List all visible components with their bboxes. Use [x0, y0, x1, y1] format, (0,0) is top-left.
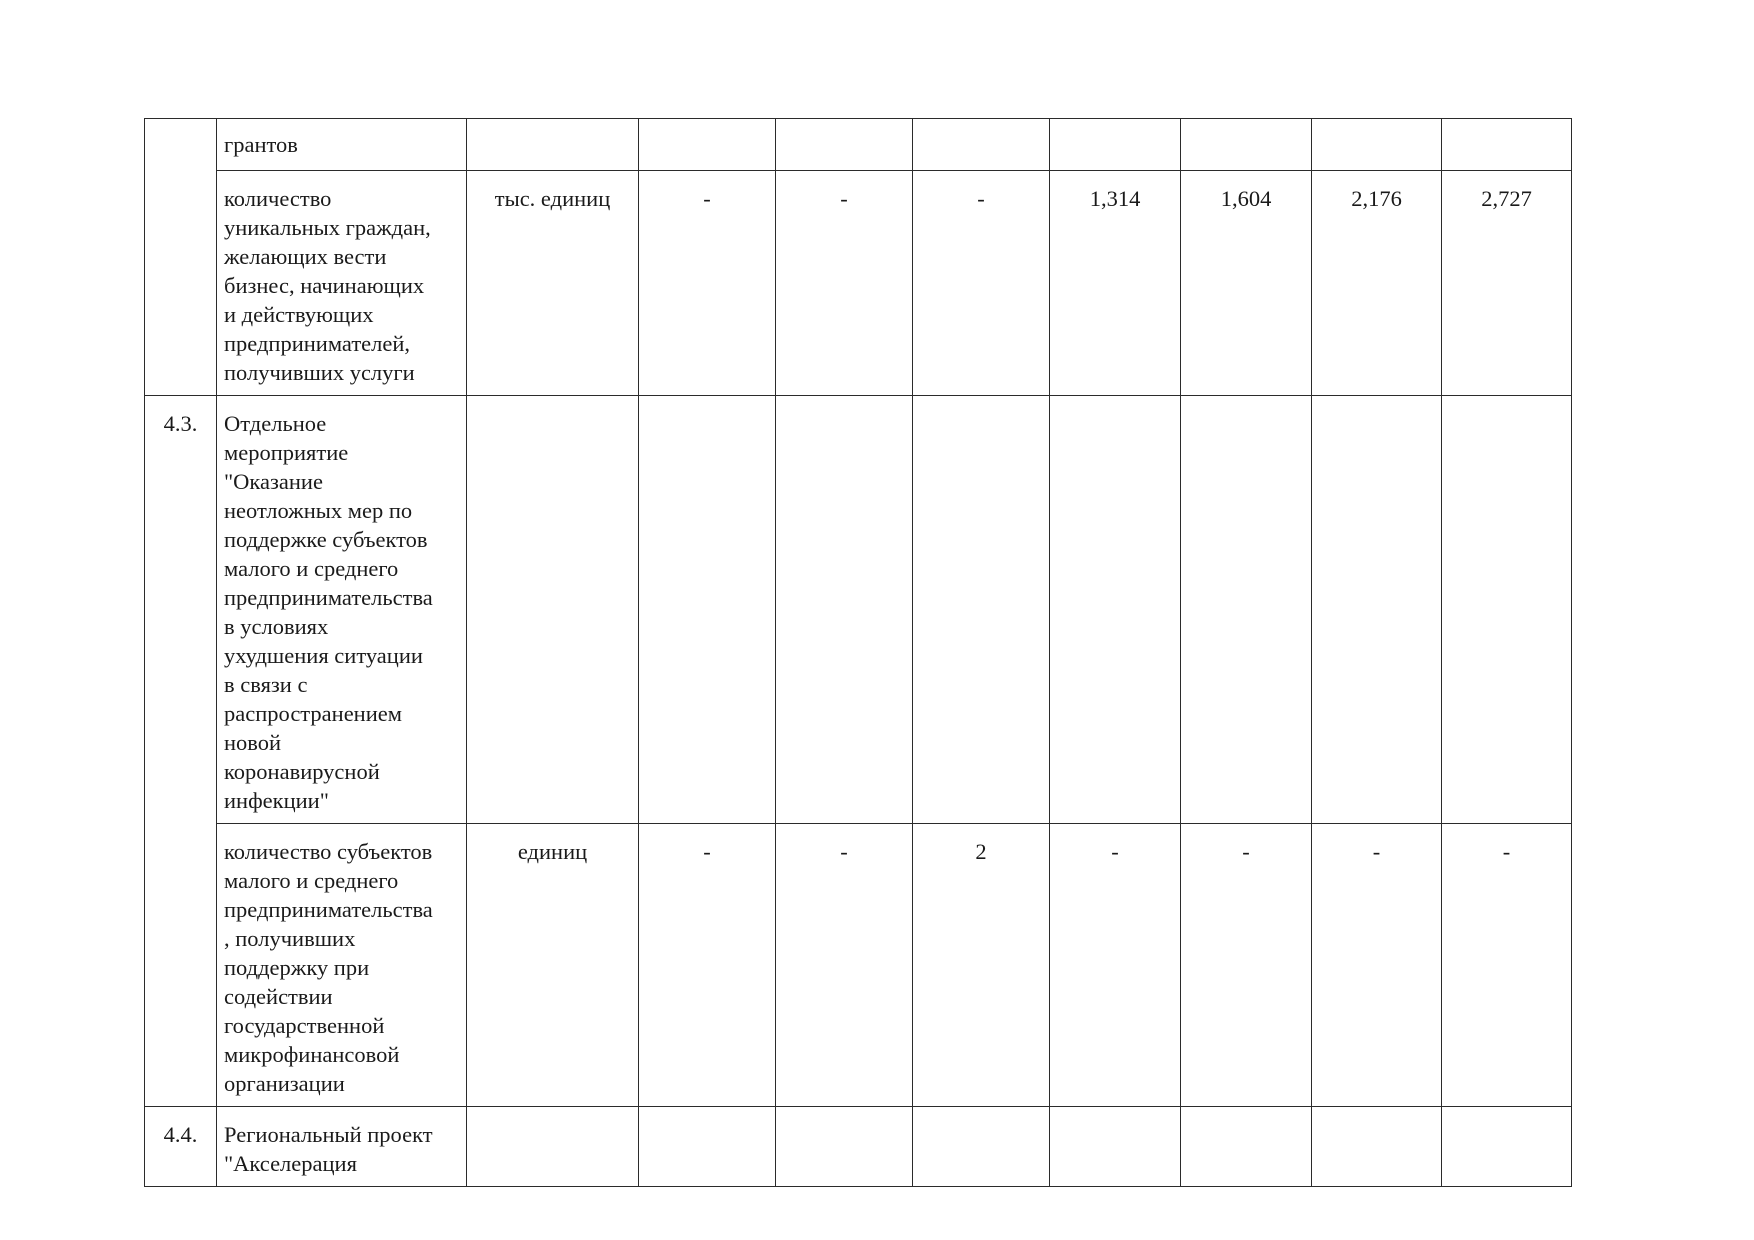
indicator-name-line: государственной: [224, 1013, 385, 1038]
indicator-name-line: неотложных мер по: [224, 498, 413, 523]
indicator-name-line: малого и среднего: [224, 868, 399, 893]
indicator-name-line: получивших услуги: [224, 360, 415, 385]
indicator-name-line: инфекции": [224, 788, 329, 813]
indicator-name: [217, 171, 467, 396]
value-cell: [1050, 396, 1181, 824]
table-row: [145, 1107, 1572, 1187]
indicator-name: [217, 119, 467, 171]
value-cell: [913, 119, 1050, 171]
value-cell: [639, 396, 776, 824]
indicator-name-line: малого и среднего: [224, 556, 399, 581]
indicator-name-line: коронавирусной: [224, 759, 380, 784]
indicator-name-line: микрофинансовой: [224, 1042, 400, 1067]
value-cell: [639, 119, 776, 171]
value-cell: 2,176: [1312, 171, 1442, 396]
value-cell: [1181, 396, 1312, 824]
indicator-name: [217, 396, 467, 824]
value-cell: -: [639, 824, 776, 1107]
value-cell: [1442, 119, 1572, 171]
indicator-name-line: ухудшения ситуации: [224, 643, 423, 668]
row-number: [145, 119, 217, 396]
indicator-name-line: уникальных граждан,: [224, 215, 431, 240]
indicator-name-line: Региональный проект: [224, 1122, 433, 1147]
value-cell: -: [1312, 824, 1442, 1107]
indicator-name: [217, 1107, 467, 1187]
value-cell: -: [776, 171, 913, 396]
indicator-name-line: новой: [224, 730, 282, 755]
value-cell: -: [776, 824, 913, 1107]
value-cell: -: [1181, 824, 1312, 1107]
indicator-name-line: и действующих: [224, 302, 374, 327]
unit-cell: тыс. единиц: [467, 171, 639, 396]
value-cell: -: [1050, 824, 1181, 1107]
value-cell: [1050, 119, 1181, 171]
unit-cell: [467, 1107, 639, 1187]
value-cell: [1442, 1107, 1572, 1187]
indicator-name-line: Отдельное: [224, 411, 327, 436]
indicator-name-line: поддержку при: [224, 955, 370, 980]
table-body: [145, 119, 1572, 1187]
indicator-name-line: в условиях: [224, 614, 329, 639]
value-cell: [1181, 1107, 1312, 1187]
value-cell: [1312, 396, 1442, 824]
table-row: [145, 119, 1572, 171]
table-row: [145, 824, 1572, 1107]
indicator-name-line: количество: [224, 186, 332, 211]
value-cell: [639, 1107, 776, 1187]
indicator-name: [217, 824, 467, 1107]
value-cell: [1442, 396, 1572, 824]
value-cell: -: [639, 171, 776, 396]
table-row: [145, 396, 1572, 824]
row-number: 4.3.: [145, 396, 217, 1107]
value-cell: 1,314: [1050, 171, 1181, 396]
unit-cell: единиц: [467, 824, 639, 1107]
value-cell: [1312, 1107, 1442, 1187]
indicator-name-line: предпринимательства: [224, 897, 433, 922]
value-cell: [913, 396, 1050, 824]
indicator-name-line: организации: [224, 1071, 345, 1096]
value-cell: [776, 1107, 913, 1187]
indicator-name-line: распространением: [224, 701, 402, 726]
indicator-name-line: предпринимательства: [224, 585, 433, 610]
indicator-name-line: содействии: [224, 984, 333, 1009]
indicator-name-line: , получивших: [224, 926, 356, 951]
indicator-name-line: мероприятие: [224, 440, 349, 465]
value-cell: -: [1442, 824, 1572, 1107]
value-cell: [776, 396, 913, 824]
table-row: [145, 171, 1572, 396]
indicator-name-line: грантов: [224, 132, 298, 157]
indicator-name-line: предпринимателей,: [224, 331, 411, 356]
indicator-name-line: "Акселерация: [224, 1151, 357, 1176]
value-cell: 2,727: [1442, 171, 1572, 396]
value-cell: [1050, 1107, 1181, 1187]
value-cell: [1181, 119, 1312, 171]
unit-cell: [467, 119, 639, 171]
value-cell: -: [913, 171, 1050, 396]
value-cell: [1312, 119, 1442, 171]
indicator-name-line: бизнес, начинающих: [224, 273, 425, 298]
value-cell: [913, 1107, 1050, 1187]
value-cell: [776, 119, 913, 171]
indicator-name-line: поддержке субъектов: [224, 527, 428, 552]
indicators-table: [144, 118, 1572, 1187]
indicator-name-line: "Оказание: [224, 469, 323, 494]
indicator-name-line: в связи с: [224, 672, 308, 697]
indicator-name-line: количество субъектов: [224, 839, 433, 864]
indicator-name-line: желающих вести: [224, 244, 387, 269]
value-cell: 1,604: [1181, 171, 1312, 396]
unit-cell: [467, 396, 639, 824]
value-cell: 2: [913, 824, 1050, 1107]
row-number: 4.4.: [145, 1107, 217, 1187]
